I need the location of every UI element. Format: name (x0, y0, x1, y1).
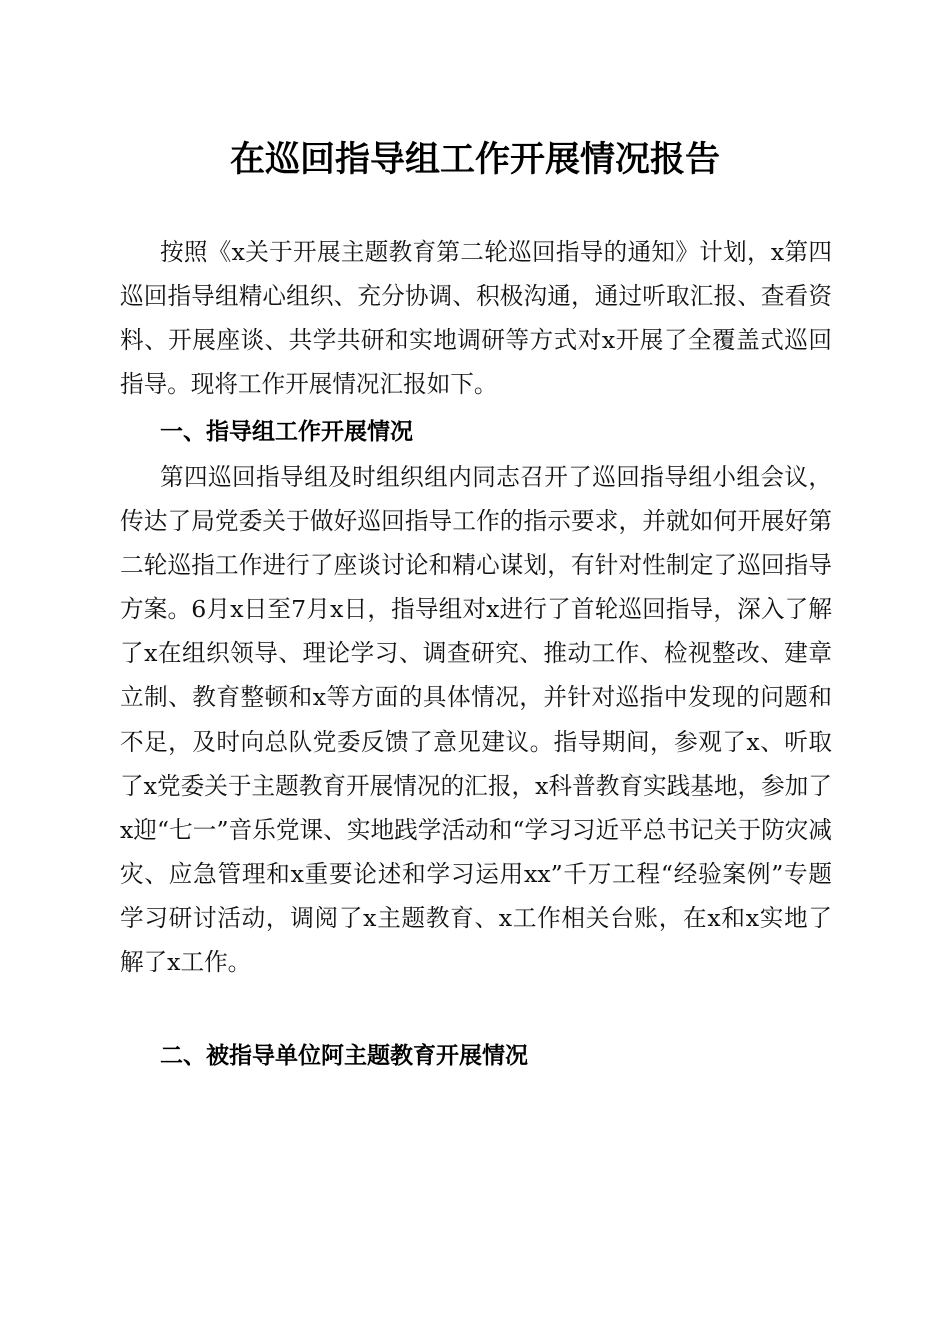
intro-paragraph: 按照《x关于开展主题教育第二轮巡回指导的通知》计划，x第四巡回指导组精心组织、充分协调、积极沟通，通过听取汇报、查看资料、开展座谈、共学共研和实地调研等方式对x开展了全覆盖式巡回指导。现将工作开展情况汇报如下。 (120, 238, 832, 399)
section-heading-1: 一、指导组工作开展情况 (160, 419, 413, 445)
document-title: 在巡回指导组工作开展情况报告 (229, 139, 720, 180)
section-1-paragraph: 第四巡回指导组及时组织组内同志召开了巡回指导组小组会议，传达了局党委关于做好巡回指导工作的指示要求，并就如何开展好第二轮巡指工作进行了座谈讨论和精心谋划，有针对性制定了巡回指导方案。6月x日至7月x日，指导组对x进行了首轮巡回指导，深入了解了x在组织领导、理论学习、调查研究、推动工作、检视整改、建章立制、教育整顿和x等方面的具体情况，并针对巡指中发现的问题和不足，及时向总队党委反馈了意见建议。指导期间，参观了x、听取了x党委关于主题教育开展情况的汇报，x科普教育实践基地，参加了x迎“七一”音乐党课、实地践学活动和“学习习近平总书记关于防灾减灾、应急管理和x重要论述和学习运用xx”千万工程“经验案例”专题学习研讨活动，调阅了x主题教育、x工作相关台账，在x和x实地了解了x工作。 (120, 463, 832, 977)
section-heading-2: 二、被指导单位阿主题教育开展情况 (160, 1043, 528, 1069)
